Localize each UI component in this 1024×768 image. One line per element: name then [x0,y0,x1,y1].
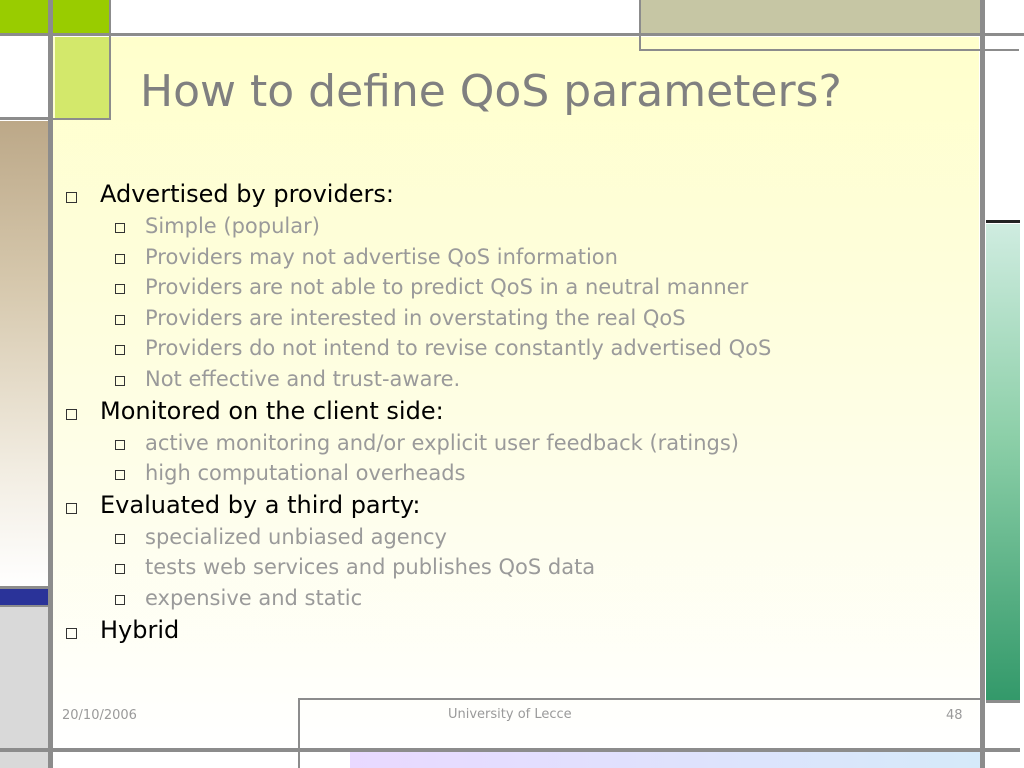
frame-line-left-lower2 [0,605,48,607]
bottom-gradient-strip [350,752,980,768]
left-column-gray-panel [0,607,48,768]
sub-bullet-item [60,428,970,459]
frame-line-right-top-column [1020,36,1024,768]
left-column-top-panel [0,36,48,116]
lime-square-bottom-edge [53,118,111,120]
bullet-text: Hybrid [100,615,180,644]
top-left-green-block [0,0,110,33]
frame-line-right-bottom [986,700,1024,703]
sub-bullet-item [60,458,970,489]
square-bullet-icon [115,534,125,544]
square-bullet-icon [115,564,125,574]
lime-square-overlay [55,37,110,118]
sub-bullet-text: Providers are interested in overstating the real QoS [145,305,686,330]
frame-line-right-short [986,220,1024,223]
bullet-item [60,614,970,647]
khaki-box-bottom-edge [639,49,1019,51]
bullet-item [60,489,970,522]
frame-line-bottom [0,748,1024,752]
bullet-text: Advertised by providers: [100,180,394,208]
bullet-list [60,178,970,647]
sub-bullet-item [60,552,970,583]
sub-bullet-item [60,242,970,273]
footer-box-top-edge [298,698,980,700]
sub-bullet-text: tests web services and publishes QoS data [145,555,596,580]
square-bullet-icon [66,503,77,514]
sub-bullet-item [60,364,970,395]
square-bullet-icon [115,470,125,480]
square-bullet-icon [66,628,77,639]
slide-title: How to define QoS parameters? [140,66,842,117]
sub-bullet-item [60,583,970,614]
square-bullet-icon [115,440,125,450]
square-bullet-icon [115,595,125,605]
bullet-item [60,178,970,211]
right-column-top-panel [986,0,1024,33]
square-bullet-icon [115,315,125,325]
frame-line-left-lower [0,586,48,589]
right-column-green-panel [986,224,1024,700]
footer-date: 20/10/2006 [62,708,137,723]
sub-bullet-text: active monitoring and/or explicit user feedback (ratings) [145,430,739,455]
sub-bullet-text: Simple (popular) [145,214,320,238]
sub-bullet-text: Not effective and trust-aware. [145,366,461,391]
square-bullet-icon [115,345,125,355]
lime-square-right-edge [109,0,111,120]
sub-bullet-text: high computational overheads [145,461,466,486]
square-bullet-icon [66,409,77,420]
footer-organization: University of Lecce [448,707,572,722]
frame-line-left-mid [0,117,48,120]
footer-box-left-edge [298,698,300,768]
square-bullet-icon [66,192,77,203]
sub-bullet-item [60,211,970,242]
khaki-box-left-edge [639,0,641,50]
left-column-navy-bar [0,589,48,605]
sub-bullet-text: expensive and static [145,585,363,610]
left-column-tan-panel [0,121,48,588]
square-bullet-icon [115,284,125,294]
sub-bullet-text: specialized unbiased agency [145,524,447,549]
bullet-text: Evaluated by a third party: [100,490,421,519]
bullet-text: Monitored on the client side: [100,396,444,425]
sub-bullet-text: Providers are not able to predict QoS in a neutral manner [145,275,749,300]
sub-bullet-item [60,303,970,334]
square-bullet-icon [115,254,125,264]
sub-bullet-item [60,333,970,364]
sub-bullet-item [60,522,970,553]
square-bullet-icon [115,376,125,386]
top-right-khaki-block [640,0,980,33]
sub-bullet-item [60,272,970,303]
sub-bullet-text: Providers may not advertise QoS information [145,244,618,269]
frame-line-left-vertical [48,0,53,768]
frame-line-right-vertical [980,0,985,768]
footer-page-number: 48 [946,708,963,723]
frame-line-top [0,33,1024,36]
bullet-item [60,395,970,428]
square-bullet-icon [115,223,125,233]
sub-bullet-text: Providers do not intend to revise constantly advertised QoS [145,336,772,361]
